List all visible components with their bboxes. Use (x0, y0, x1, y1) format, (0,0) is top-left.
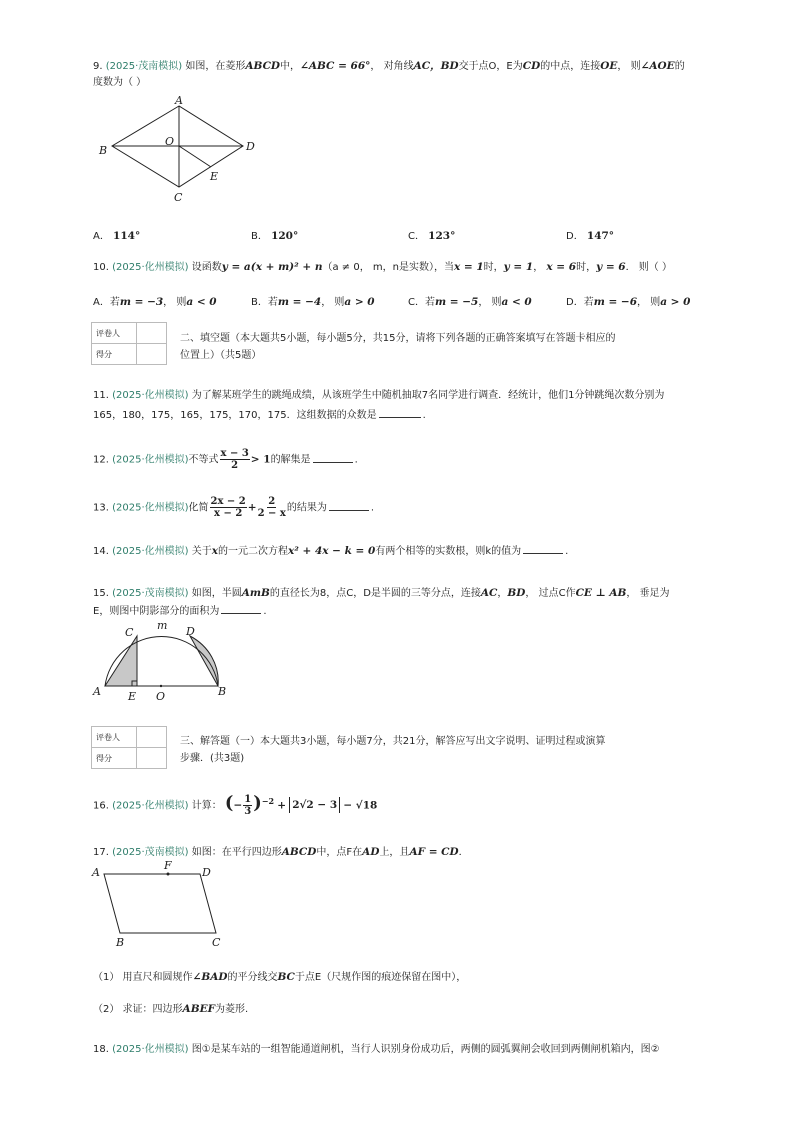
label-d: D (202, 866, 211, 879)
q14-stem: 14. (2025·化州模拟) 关于x的一元二次方程x² + 4x − k = 0有两个相等的实数根，则k的值为 . (93, 545, 569, 557)
question-number: 9. (93, 61, 103, 72)
text: ， 对角线 (370, 61, 414, 72)
paren-open: ( (224, 792, 234, 814)
math: a < 0 (501, 296, 532, 308)
math: BC (277, 971, 295, 983)
label-c: C (212, 936, 221, 949)
section-3-heading (180, 733, 640, 767)
label-a: A (175, 94, 183, 107)
text: 于点E（尺规作图的痕迹保留在图中）， (294, 972, 467, 983)
math: − (233, 799, 243, 812)
text: ． 则（ ） (625, 262, 672, 273)
math: ABCD (281, 846, 317, 858)
q9-stem-line2: 度数为（ ） (93, 77, 147, 88)
fraction (210, 496, 247, 519)
source-tag: (2025·化州模拟) (112, 390, 189, 401)
math: m = −3 (119, 296, 164, 308)
absolute-value: 2√2 − 3 (289, 797, 340, 813)
q15-stem-line2: E，则图中阴影部分的面积为 . (93, 606, 267, 617)
option-letter: B．若 (251, 297, 278, 308)
q10-option-b[interactable] (251, 293, 375, 308)
denominator: 2 (231, 460, 239, 471)
label-c: C (174, 191, 183, 204)
option-value: 147° (586, 230, 615, 242)
q10-option-d[interactable] (566, 293, 690, 308)
text: ， 则 (617, 61, 641, 72)
answer-blank[interactable] (523, 544, 563, 554)
fraction (258, 496, 286, 519)
math: AD (362, 846, 380, 858)
q12-stem: 12. (2025·化州模拟)不等式 $\frac{x - 3}{2}$ > 1的解集是 . (93, 448, 358, 471)
question-number: 18. (93, 1044, 109, 1055)
option-value: 120° (271, 230, 299, 242)
numerator: x − 3 (220, 448, 249, 459)
answer-blank[interactable] (313, 453, 353, 463)
fraction (243, 794, 252, 817)
section-heading-line: 位置上）（共5题） (180, 350, 262, 361)
option-letter: D． (566, 231, 584, 242)
math: y = 1 (503, 261, 534, 273)
math: m = −5 (434, 296, 479, 308)
option-value: 114° (113, 230, 141, 242)
q9-option-d[interactable] (566, 227, 614, 242)
q9-option-a[interactable] (93, 227, 140, 242)
text: 中，点F在 (316, 847, 363, 858)
label-b: B (99, 144, 108, 157)
grader-label: 评卷人 (92, 727, 137, 748)
numerator: 1 (244, 793, 252, 805)
text: 计算： (191, 800, 222, 812)
score-label: 得分 (92, 748, 137, 769)
shaded-segment (190, 636, 218, 686)
text: ． (458, 847, 469, 858)
shaded-triangle (105, 636, 137, 686)
option-value: 123° (428, 230, 456, 242)
text: ， (533, 262, 547, 273)
label-b: B (218, 685, 227, 698)
segment-oe (179, 146, 211, 167)
semicircle-figure (90, 618, 240, 706)
math: a > 0 (344, 296, 375, 308)
q9-option-b[interactable] (251, 227, 298, 242)
label-a: A (92, 866, 100, 879)
text: 如图：在平行四边形 (191, 847, 282, 858)
option-letter: C． (408, 231, 425, 242)
math: ABCD (245, 60, 281, 72)
math: m = −6 (593, 296, 638, 308)
math: CD (522, 60, 541, 72)
text: 的结果为 (286, 502, 327, 514)
text: 如图，在菱形 (185, 61, 246, 72)
q13-stem: 13. (2025·化州模拟)化简 $\frac{2x - 2}{x - 2}$ + $\frac{2}{2 - x}$ 的结果为 . (93, 496, 375, 519)
q10-option-c[interactable] (408, 293, 532, 308)
label-d: D (186, 625, 195, 638)
q9-option-c[interactable] (408, 227, 455, 242)
text: 的 (674, 61, 685, 72)
q18-stem (93, 1043, 660, 1057)
q10-option-a[interactable] (93, 293, 217, 308)
q17-part-1 (93, 970, 466, 985)
label-o: O (156, 690, 166, 703)
question-number: 14. (93, 546, 109, 557)
section-2-heading (180, 330, 640, 364)
math: AC，BD (413, 60, 459, 72)
exponent: −2 (261, 796, 275, 806)
numerator: 2 (268, 496, 276, 507)
label-e: E (210, 170, 219, 183)
math: + (247, 501, 257, 514)
source-tag: (2025·化州模拟) (112, 546, 189, 557)
question-number: 10. (93, 262, 109, 273)
option-letter: D．若 (566, 297, 594, 308)
label-d: D (246, 140, 255, 153)
label-b: B (116, 936, 125, 949)
math: AC (480, 587, 498, 599)
math: − √18 (343, 799, 378, 812)
text: 的直径长为8，点C，D是半圆的三等分点，连接 (269, 588, 481, 599)
text: ， 过点C作 (525, 588, 576, 599)
label-f: F (164, 859, 172, 872)
math: a < 0 (186, 296, 217, 308)
math: ∠ABC = 66° (300, 60, 371, 72)
text: 的中点，连接 (540, 61, 601, 72)
math: m = −4 (277, 296, 322, 308)
text: ， 垂足为 (626, 588, 670, 599)
grader-cell[interactable] (137, 323, 167, 344)
parallelogram-figure (90, 858, 230, 950)
option-letter: C．若 (408, 297, 435, 308)
text: 不等式 (188, 454, 219, 466)
center-point (160, 685, 162, 687)
denominator: 2 − x (257, 508, 286, 519)
text: 165，180，175，165，175，170，175．这组数据的众数是 (93, 410, 377, 421)
score-box-section-3 (91, 726, 167, 769)
source-tag: (2025·茂南模拟) (112, 588, 189, 599)
rhombus-figure (93, 92, 263, 208)
math: AmB (241, 587, 270, 599)
text: 有两个相等的实数根，则k的值为 (375, 546, 522, 557)
label-m: m (157, 619, 168, 632)
source-tag: (2025·化州模拟) (112, 454, 189, 466)
text: 化简 (188, 502, 209, 514)
question-number: 13. (93, 502, 109, 514)
q11-stem-line2: 165，180，175，165，175，170，175．这组数据的众数是 . (93, 410, 426, 421)
label-o: O (165, 135, 175, 148)
grader-cell[interactable] (137, 727, 167, 748)
numerator: 2x − 2 (210, 496, 246, 507)
math: a > 0 (660, 296, 691, 308)
text: 如图，半圆 (191, 588, 242, 599)
question-number: 16. (93, 800, 109, 812)
text: E，则图中阴影部分的面积为 (93, 606, 220, 617)
parallelogram-outline (104, 874, 216, 933)
text: 交于点O，E为 (458, 61, 523, 72)
source-tag: (2025·茂南模拟) (105, 61, 183, 72)
fraction (220, 448, 250, 471)
text: 的一元二次方程 (217, 546, 288, 557)
question-number: 11. (93, 390, 109, 401)
math: BD (507, 587, 526, 599)
math: ∠BAD (192, 971, 228, 983)
text: 时， (576, 262, 597, 273)
question-number: 17. (93, 847, 109, 858)
math: x (211, 545, 218, 557)
text: ， 则 (163, 297, 187, 308)
math: OE (600, 60, 618, 72)
denominator: 3 (244, 805, 252, 817)
score-box-section-2 (91, 322, 167, 365)
label-a: A (93, 685, 101, 698)
math: > 1 (250, 453, 271, 466)
text: ， 则 (478, 297, 502, 308)
source-tag: (2025·化州模拟) (112, 502, 189, 514)
source-tag: (2025·化州模拟) (112, 262, 189, 273)
text: ， (497, 588, 508, 599)
math: x = 1 (453, 261, 484, 273)
option-letter: A．若 (93, 297, 120, 308)
q9-stem (93, 59, 685, 74)
paren-close: ) (253, 792, 262, 814)
text: 中， (280, 61, 301, 72)
q11-stem (93, 389, 664, 403)
text: ， 则 (637, 297, 661, 308)
text: 关于 (191, 546, 212, 557)
math: AF = CD (409, 846, 459, 858)
section-heading-line: 步骤．(共3题) (180, 753, 245, 764)
text: 上，且 (379, 847, 410, 858)
answer-blank[interactable] (379, 408, 421, 418)
math: x = 6 (546, 261, 577, 273)
math: CE ⊥ AB (575, 587, 627, 599)
text: （a ≠ 0， m，n是实数），当 (322, 262, 454, 273)
text: 为菱形. (215, 1004, 249, 1015)
text: 的平分线交 (227, 972, 278, 983)
text: 的解集是 (270, 454, 311, 466)
math: + (277, 799, 287, 812)
text: 图①是某车站的一组智能通道闸机，当行人识别身份成功后，两侧的圆弧翼闸会收回到两侧闸机箱内，图② (188, 1044, 660, 1055)
text: 设函数 (191, 262, 222, 273)
score-cell[interactable] (137, 344, 167, 365)
label-e: E (128, 690, 137, 703)
text: （1） 用直尺和圆规作 (93, 972, 193, 983)
label-c: C (125, 626, 134, 639)
option-letter: A． (93, 231, 110, 242)
math: x² + 4x − k = 0 (287, 545, 376, 557)
section-heading-line: 二、填空题（本大题共5小题，每小题5分，共15分，请将下列各题的正确答案填写在答题卡相应的 (180, 333, 616, 344)
math: y = 6 (596, 261, 626, 273)
math: ∠AOE (640, 60, 675, 72)
question-number: 15. (93, 588, 109, 599)
text: ， 则 (321, 297, 345, 308)
score-cell[interactable] (137, 748, 167, 769)
text: 为了解某班学生的跳绳成绩，从该班学生中随机抽取7名同学进行调查．经统计，他们1分钟跳绳次数分别为 (188, 390, 665, 401)
q17-part-2 (93, 1002, 248, 1017)
source-tag: (2025·茂南模拟) (112, 847, 189, 858)
option-letter: B． (251, 231, 268, 242)
source-tag: (2025·化州模拟) (112, 800, 189, 812)
math: ABEF (182, 1003, 216, 1015)
q10-stem (93, 260, 672, 275)
text: 时， (483, 262, 504, 273)
denominator: x − 2 (214, 508, 243, 519)
source-tag: (2025·化州模拟) (112, 1044, 189, 1055)
question-number: 12. (93, 454, 109, 466)
q16-stem (93, 790, 377, 817)
point-f (167, 873, 170, 876)
text: （2） 求证：四边形 (93, 1004, 183, 1015)
score-label: 得分 (92, 344, 137, 365)
grader-label: 评卷人 (92, 323, 137, 344)
answer-blank[interactable] (329, 501, 369, 511)
q15-stem (93, 586, 670, 601)
section-heading-line: 三、解答题（一）本大题共3小题，每小题7分，共21分，解答应写出文字说明、证明过程或演算 (180, 736, 606, 747)
answer-blank[interactable] (221, 604, 261, 614)
math: y = a(x + m)² + n (221, 261, 323, 273)
